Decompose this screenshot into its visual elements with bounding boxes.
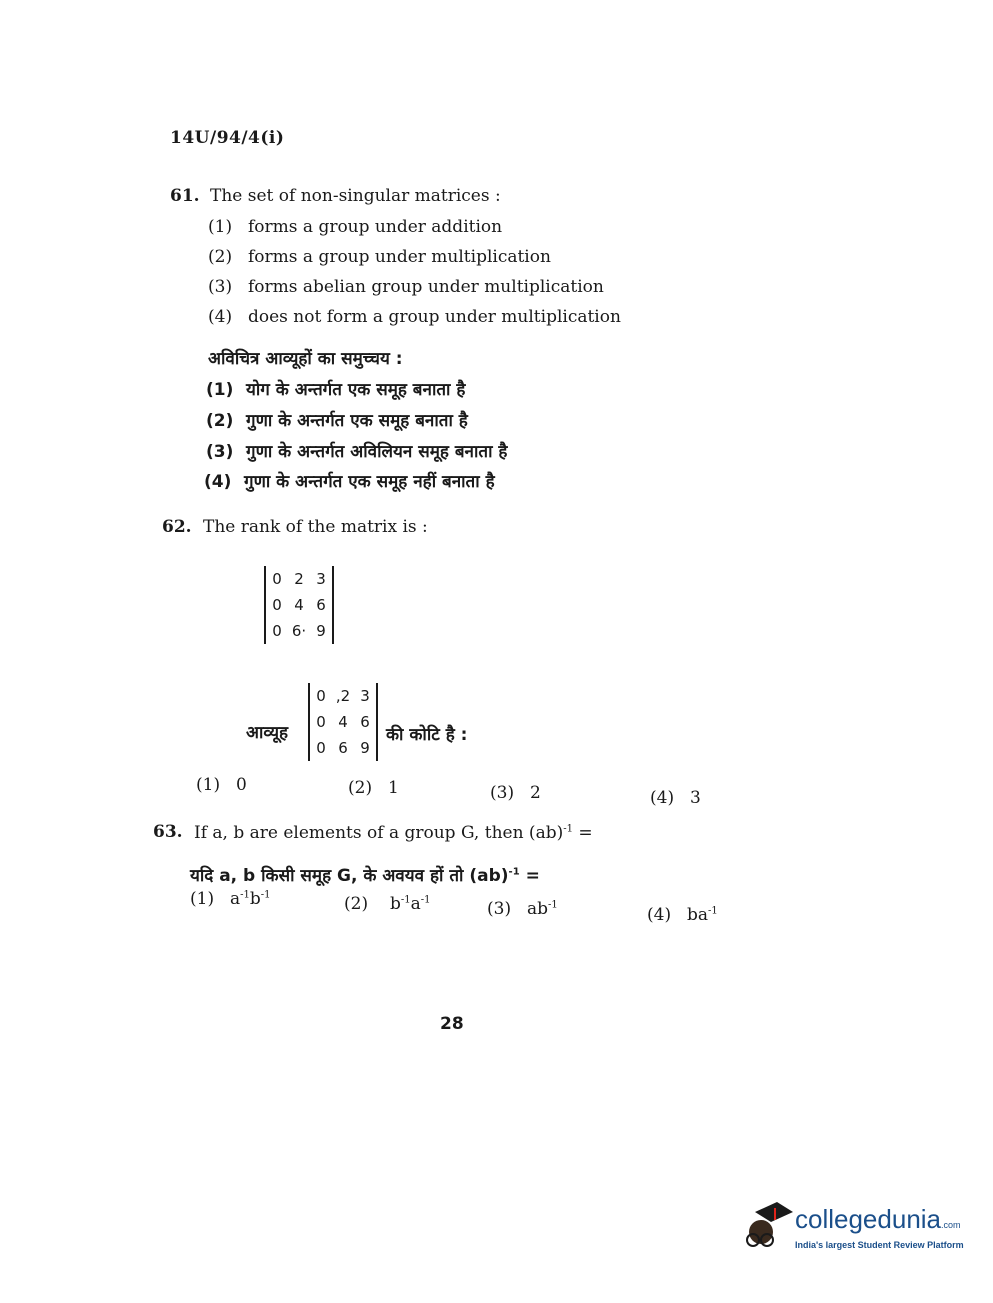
option-number: (1) (208, 217, 233, 237)
option-number: (3) (208, 277, 233, 297)
option-number: (2) (208, 247, 233, 267)
opt-base: b (249, 889, 261, 909)
option-text: forms abelian group under multiplication (248, 277, 604, 297)
brand-name (795, 1204, 961, 1235)
q63-option-1 (190, 889, 271, 909)
q61-option-1-hi (206, 377, 465, 400)
question-62-number: 62. (162, 517, 192, 537)
opt-sup: -1 (260, 889, 271, 901)
matrix-row (310, 683, 376, 709)
matrix-cell: 2 (294, 570, 304, 588)
opt-sup: -1 (240, 889, 250, 901)
opt-sup: -1 (548, 899, 558, 911)
opt-base: a (410, 894, 421, 914)
matrix-cell: 3 (360, 687, 370, 705)
q61-option-2-en (208, 247, 551, 267)
paper-code: 14U/94/4(i) (170, 128, 285, 148)
option-text: 1 (388, 778, 399, 798)
matrix-cell: 9 (360, 739, 370, 757)
question-63-number: 63. (153, 822, 183, 842)
opt-sup: -1 (420, 894, 431, 906)
matrix-cell: 4 (294, 596, 304, 614)
option-number: (2) (206, 411, 234, 431)
opt-base: ab (527, 899, 549, 919)
matrix-cell: 0 (272, 596, 282, 614)
opt-base: ba (687, 905, 709, 925)
q61-option-2-hi (206, 408, 468, 431)
option-text: योग के अन्तर्गत एक समूह बनाता है (246, 380, 466, 400)
q61-option-4-hi (204, 469, 495, 492)
brand-tagline: India's largest Student Review Platform (795, 1240, 964, 1250)
option-number: (3) (487, 899, 512, 919)
option-number: (1) (190, 889, 215, 909)
q61-option-3-en (208, 277, 604, 297)
q62-hi-prefix: आव्यूह (246, 723, 289, 743)
brand-name-text: collegedunia (795, 1204, 942, 1234)
option-number: (2) (344, 894, 369, 914)
option-number: (1) (206, 380, 234, 400)
option-number: (4) (208, 307, 233, 327)
matrix-cell: 0 (316, 713, 326, 731)
question-63-text-en (194, 823, 593, 843)
option-text: गुणा के अन्तर्गत अविलियन समूह बनाता है (246, 442, 508, 462)
matrix-cell: 6 (338, 739, 348, 757)
matrix-cell: ,2 (335, 687, 351, 705)
q62-option-1 (196, 775, 247, 795)
mascot-icon (735, 1196, 795, 1256)
q63-en-sup: -1 (563, 823, 573, 835)
opt-sup: -1 (400, 894, 411, 906)
option-text: गुणा के अन्तर्गत एक समूह बनाता है (246, 411, 468, 431)
matrix-row (310, 709, 376, 735)
page-number: 28 (440, 1014, 464, 1034)
option-number: (4) (647, 905, 672, 925)
option-number: (4) (650, 788, 675, 808)
q62-option-4 (650, 788, 701, 808)
q63-en-prefix: If a, b are elements of a group G, then (ab) (194, 823, 564, 843)
q63-hi-prefix: यदि a, b किसी समूह G, के अवयव हों तो (ab) (190, 866, 509, 886)
question-61-text-en: The set of non-singular matrices : (210, 186, 501, 206)
option-text: forms a group under multiplication (248, 247, 551, 267)
brand-tld: .com (941, 1220, 961, 1230)
matrix-cell: 0 (316, 687, 326, 705)
matrix-cell: 6· (291, 622, 307, 640)
matrix-row (266, 618, 332, 644)
matrix-cell: 0 (272, 622, 282, 640)
option-text: forms a group under addition (248, 217, 503, 237)
matrix-cell: 0 (272, 570, 282, 588)
matrix-cell: 9 (316, 622, 326, 640)
option-number: (2) (348, 778, 373, 798)
matrix-cell: 6 (316, 596, 326, 614)
option-text: does not form a group under multiplication (248, 307, 621, 327)
q63-hi-suffix: = (519, 866, 540, 886)
matrix-cell: 0 (316, 739, 326, 757)
matrix-cell: 3 (316, 570, 326, 588)
collegedunia-logo (735, 1196, 964, 1256)
q61-option-1-en (208, 217, 502, 237)
matrix-row (266, 566, 332, 592)
option-number: (4) (204, 472, 232, 492)
option-text: गुणा के अन्तर्गत एक समूह नहीं बनाता है (244, 472, 495, 492)
matrix-cell: 6 (360, 713, 370, 731)
matrix-cell: 4 (338, 713, 348, 731)
q61-option-4-en (208, 307, 621, 327)
option-text: 0 (236, 775, 247, 795)
matrix-row (266, 592, 332, 618)
q63-en-suffix: = (572, 823, 593, 843)
option-text: 2 (530, 783, 541, 803)
question-62-text-en: The rank of the matrix is : (203, 517, 428, 537)
question-61-number: 61. (170, 186, 200, 206)
option-text: 3 (690, 788, 701, 808)
q62-option-2 (348, 778, 399, 798)
q63-hi-sup: -1 (508, 866, 520, 878)
option-number: (1) (196, 775, 221, 795)
option-number: (3) (490, 783, 515, 803)
matrix-row (310, 735, 376, 761)
question-61-text-hi: अविचित्र आव्यूहों का समुच्चय : (208, 349, 403, 369)
matrix-hi (308, 683, 378, 761)
q63-option-3 (487, 899, 558, 919)
q63-option-4 (647, 905, 718, 925)
q62-hi-suffix: की कोटि है : (386, 725, 468, 745)
q62-option-3 (490, 783, 541, 803)
question-63-text-hi (190, 863, 540, 886)
opt-base: b (390, 894, 401, 914)
matrix-en (264, 566, 334, 644)
q63-option-2 (344, 894, 431, 914)
opt-base: a (230, 889, 241, 909)
q61-option-3-hi (206, 439, 507, 462)
option-number: (3) (206, 442, 234, 462)
opt-sup: -1 (708, 905, 718, 917)
